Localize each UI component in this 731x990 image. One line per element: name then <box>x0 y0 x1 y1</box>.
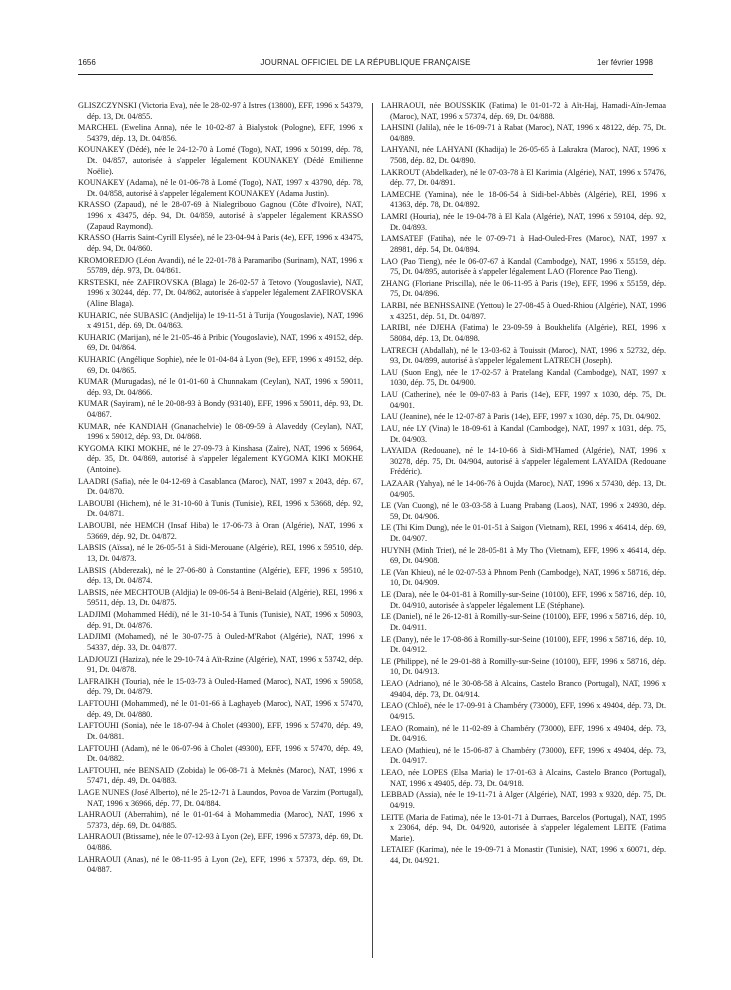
naturalization-entry: LETAIEF (Karima), née le 19-09-71 à Monastir (Tunisie), NAT, 1996 x 60071, dép. 44, Dt. 04/921. <box>381 845 666 865</box>
naturalization-entry: LARBI, née BENHSSAINE (Yettou) le 27-08-45 à Oued-Rhiou (Algérie), NAT, 1996 x 43251, dép. 51, Dt. 04/897. <box>381 301 666 321</box>
naturalization-entry: LAO (Pao Tieng), née le 06-07-67 à Kandal (Cambodge), NAT, 1996 x 55159, dép. 75, Dt. 04/895, autorisée à s'appeler légalement LAO (Florence Pao Tieng). <box>381 256 666 277</box>
naturalization-entry: LAGE NUNES (José Alberto), né le 25-12-71 à Laundos, Povoa de Varzim (Portugal), NAT, 1996 x 36966, dép. 77, Dt. 04/884. <box>78 787 363 808</box>
journal-title: JOURNAL OFFICIEL DE LA RÉPUBLIQUE FRANÇAISE <box>260 58 471 67</box>
naturalization-entry: MARCHEL (Ewelina Anna), née le 10-02-87 à Bialystok (Pologne), EFF, 1996 x 54379, dép. 13, Dt. 04/856. <box>78 123 363 143</box>
right-column <box>381 101 666 868</box>
naturalization-entry: LE (Van Khieu), né le 02-07-53 à Phnom Penh (Cambodge), NAT, 1996 x 58716, dép. 10, Dt. 04/909. <box>381 567 666 588</box>
naturalization-entry: HUYNH (Minh Triet), né le 28-05-81 à My Tho (Vietnam), EFF, 1996 x 46414, dép. 69, Dt. 04/908. <box>381 545 666 566</box>
naturalization-entry: KRASSO (Zapaud), né le 28-07-69 à Nialegribouo Gagnou (Côte d'Ivoire), NAT, 1996 x 43475, dép. 94, Dt. 04/859, autorisé à s'appeler légalement KRASSO (Zapaud Raymond). <box>78 200 363 231</box>
naturalization-entry: LEAO (Romain), né le 11-02-89 à Chambéry (73000), EFF, 1996 x 49404, dép. 73, Dt. 04/916. <box>381 723 666 744</box>
naturalization-entry: LE (Daniel), né le 26-12-81 à Romilly-sur-Seine (10100), EFF, 1996 x 58716, dép. 10, Dt. 04/911. <box>381 612 666 632</box>
naturalization-entry: LAFRAIKH (Touria), née le 15-03-73 à Ouled-Hamed (Maroc), NAT, 1996 x 59058, dép. 79, Dt. 04/879. <box>78 676 363 697</box>
naturalization-entry: LE (Van Cuong), né le 03-03-58 à Luang Prabang (Laos), NAT, 1996 x 24930, dép. 59, Dt. 04/906. <box>381 501 666 521</box>
naturalization-entry: KUMAR, née KANDIAH (Gnanachelvie) le 08-09-59 à Alaveddy (Ceylan), NAT, 1996 x 59012, dép. 93, Dt. 04/868. <box>78 421 363 442</box>
naturalization-entry: LAFTOUHI, née BENSAID (Zobida) le 06-08-71 à Meknès (Maroc), NAT, 1996 x 57471, dép. 49, Dt. 04/883. <box>78 765 363 786</box>
naturalization-entry: LADJOUZI (Haziza), née le 29-10-74 à Aït-Rzine (Algérie), NAT, 1996 x 53742, dép. 91, Dt. 04/878. <box>78 654 363 675</box>
naturalization-entry: LAU (Jeanine), née le 12-07-87 à Paris (14e), EFF, 1997 x 1030, dép. 75, Dt. 04/902. <box>381 412 661 422</box>
naturalization-entry: LEAO (Chloé), née le 17-09-91 à Chambéry (73000), EFF, 1996 x 49404, dép. 73, Dt. 04/915. <box>381 701 666 721</box>
naturalization-entry: LADJIMI (Mohamed), né le 30-07-75 à Ouled-M'Rabot (Algérie), NAT, 1996 x 54337, dép. 33, Dt. 04/877. <box>78 632 363 652</box>
naturalization-entry: LABSIS, née MECHTOUB (Aldjia) le 09-06-54 à Beni-Belaid (Algérie), REI, 1996 x 59511, dép. 13, Dt. 04/875. <box>78 587 363 608</box>
naturalization-entry: KOUNAKEY (Adama), né le 01-06-78 à Lomé (Togo), NAT, 1997 x 43790, dép. 78, Dt. 04/858, autorisé à s'appeler légalement KOUNAKEY (Adama Justin). <box>78 178 363 198</box>
header-rule <box>78 74 653 75</box>
naturalization-entry: LAHRAOUI (Btissame), née le 07-12-93 à Lyon (2e), EFF, 1996 x 57373, dép. 69, Dt. 04/886. <box>78 832 363 852</box>
naturalization-entry: LAZAAR (Yahya), né le 14-06-76 à Oujda (Maroc), NAT, 1996 x 57430, dép. 13, Dt. 04/905. <box>381 478 666 499</box>
naturalization-entry: GLISZCZYNSKI (Victoria Eva), née le 28-02-97 à Istres (13800), EFF, 1996 x 54379, dép. 13, Dt. 04/855. <box>78 101 363 121</box>
naturalization-entry: LEAO (Mathieu), né le 15-06-87 à Chambéry (73000), EFF, 1996 x 49404, dép. 73, Dt. 04/917. <box>381 745 666 766</box>
naturalization-entry: LAMSATEF (Fatiha), née le 07-09-71 à Had-Ouled-Fres (Maroc), NAT, 1997 x 28981, dép. 54, Dt. 04/894. <box>381 234 666 254</box>
issue-date: 1er février 1998 <box>596 58 653 67</box>
naturalization-entry: LE (Philippe), né le 29-01-88 à Romilly-sur-Seine (10100), EFF, 1996 x 58716, dép. 10, Dt. 04/913. <box>381 656 666 677</box>
column-separator <box>372 103 373 958</box>
naturalization-entry: LAFTOUHI (Sonia), née le 18-07-94 à Cholet (49300), EFF, 1996 x 57470, dép. 49, Dt. 04/881. <box>78 721 363 741</box>
naturalization-entry: LEITE (Maria de Fatima), née le 13-01-71 à Durraes, Barcelos (Portugal), NAT, 1995 x 23064, dép. 94, Dt. 04/920, autorisée à s'appeler légalement LEITE (Fatima Marie). <box>381 812 666 843</box>
naturalization-entry: LAMECHE (Yamina), née le 18-06-54 à Sidi-bel-Abbès (Algérie), REI, 1996 x 41363, dép. 78, Dt. 04/892. <box>381 189 666 210</box>
naturalization-entry: KROMOREDJO (Léon Avandi), né le 22-01-78 à Paramaribo (Surinam), NAT, 1996 x 55789, dép. 973, Dt. 04/861. <box>78 255 363 276</box>
naturalization-entry: LABOUBI (Hichem), né le 31-10-60 à Tunis (Tunisie), REI, 1996 x 53668, dép. 92, Dt. 04/871. <box>78 498 363 519</box>
naturalization-entry: KRASSO (Harris Saint-Cyrill Elysée), né le 23-04-94 à Paris (4e), EFF, 1996 x 43475, dép. 94, Dt. 04/860. <box>78 233 363 253</box>
naturalization-entry: LAHRAOUI (Aberrahim), né le 01-01-64 à Mohammedia (Maroc), NAT, 1996 x 57373, dép. 69, Dt. 04/885. <box>78 810 363 830</box>
naturalization-entry: LEBBAD (Assia), née le 19-11-71 à Alger (Algérie), NAT, 1993 x 9320, dép. 75, Dt. 04/919. <box>381 790 666 810</box>
naturalization-entry: LAFTOUHI (Mohammed), né le 01-01-66 à Laghayeb (Maroc), NAT, 1996 x 57470, dép. 49, Dt. 04/880. <box>78 699 363 719</box>
naturalization-entry: KRSTESKI, née ZAFIROVSKA (Blaga) le 26-02-57 à Tetovo (Yougoslavie), NAT, 1996 x 30244, dép. 77, Dt. 04/862, autorisée à s'appeler légalement ZAFIROVSKA (Aline Blaga). <box>78 277 363 308</box>
naturalization-entry: KUHARIC (Angélique Sophie), née le 01-04-84 à Lyon (9e), EFF, 1996 x 49152, dép. 69, Dt. 04/865. <box>78 354 363 375</box>
naturalization-entry: LE (Dara), née le 04-01-81 à Romilly-sur-Seine (10100), EFF, 1996 x 58716, dép. 10, Dt. 04/910, autorisée à s'appeler légalement LE (Stéphane). <box>381 590 666 610</box>
naturalization-entry: LABSIS (Aïssa), né le 26-05-51 à Sidi-Merouane (Algérie), REI, 1996 x 59510, dép. 13, Dt. 04/873. <box>78 543 363 563</box>
naturalization-entry: KOUNAKEY (Dédé), née le 24-12-70 à Lomé (Togo), NAT, 1996 x 50199, dép. 78, Dt. 04/857, autorisée à s'appeler légalement KOUNAKEY (Dédé Emilienne Noëlie). <box>78 145 363 176</box>
page-header <box>78 58 653 74</box>
naturalization-entry: LAU, née LY (Vina) le 18-09-61 à Kandal (Cambodge), NAT, 1997 x 1031, dép. 75, Dt. 04/903. <box>381 423 666 444</box>
naturalization-entry: LAU (Suon Eng), née le 17-02-57 à Pratelang Kandal (Cambodge), NAT, 1997 x 1030, dép. 75, Dt. 04/900. <box>381 367 666 388</box>
naturalization-entry: ZHANG (Floriane Priscilla), née le 06-11-95 à Paris (19e), EFF, 1996 x 55159, dép. 75, Dt. 04/896. <box>381 278 666 299</box>
naturalization-entry: KUHARIC, née SUBASIC (Andjelija) le 19-11-51 à Turija (Yougoslavie), NAT, 1996 x 49151, dép. 69, Dt. 04/863. <box>78 310 363 331</box>
naturalization-entry: LAFTOUHI (Adam), né le 06-07-96 à Cholet (49300), EFF, 1996 x 57470, dép. 49, Dt. 04/882. <box>78 743 363 764</box>
naturalization-entry: LEAO (Adriano), né le 30-08-58 à Alcains, Castelo Branco (Portugal), NAT, 1996 x 49404, dép. 73, Dt. 04/914. <box>381 679 666 699</box>
naturalization-entry: LADJIMI (Mohammed Hédi), né le 31-10-54 à Tunis (Tunisie), NAT, 1996 x 50903, dép. 91, Dt. 04/876. <box>78 610 363 630</box>
naturalization-entry: LABSIS (Abderezak), né le 27-06-80 à Constantine (Algérie), EFF, 1996 x 59510, dép. 13, Dt. 04/874. <box>78 565 363 586</box>
naturalization-entry: LAHRAOUI (Anas), né le 08-11-95 à Lyon (2e), EFF, 1996 x 57373, dép. 69, Dt. 04/887. <box>78 854 363 875</box>
naturalization-entry: LE (Thi Kim Dung), née le 01-01-51 à Saigon (Vietnam), REI, 1996 x 46414, dép. 69, Dt. 04/907. <box>381 523 666 543</box>
naturalization-entry: LE (Dany), née le 17-08-86 à Romilly-sur-Seine (10100), EFF, 1996 x 58716, dép. 10, Dt. 04/912. <box>381 634 666 655</box>
naturalization-entry: KYGOMA KIKI MOKHE, né le 27-09-73 à Kinshasa (Zaïre), NAT, 1996 x 56964, dép. 35, Dt. 04/869, autorisé à s'appeler légalement KYGOMA KIKI MOKHE (Antoine). <box>78 443 363 475</box>
naturalization-entry: LAHYANI, née LAHYANI (Khadija) le 26-05-65 à Lakrakra (Maroc), NAT, 1996 x 7508, dép. 82, Dt. 04/890. <box>381 145 666 166</box>
naturalization-entry: LAHRAOUI, née BOUSSKIK (Fatima) le 01-01-72 à Aït-Haj, Hamadi-Aïn-Jemaa (Maroc), NAT, 1996 x 57374, dép. 69, Dt. 04/888. <box>381 101 666 121</box>
naturalization-entry: LAU (Catherine), née le 09-07-83 à Paris (14e), EFF, 1997 x 1030, dép. 75, Dt. 04/901. <box>381 390 666 410</box>
naturalization-entry: LARIBI, née DJEHA (Fatima) le 23-09-59 à Boukhelifa (Algérie), REI, 1996 x 58084, dép. 13, Dt. 04/898. <box>381 323 666 343</box>
naturalization-entry: LEAO, née LOPES (Elsa Maria) le 17-01-63 à Alcains, Castelo Branco (Portugal), NAT, 1996 x 49405, dép. 73, Dt. 04/918. <box>381 768 666 788</box>
left-column <box>78 101 363 877</box>
naturalization-entry: KUHARIC (Marijan), né le 21-05-46 à Pribic (Yougoslavie), NAT, 1996 x 49152, dép. 69, Dt. 04/864. <box>78 332 363 353</box>
naturalization-entry: LATRECH (Abdallah), né le 13-03-62 à Touissit (Maroc), NAT, 1996 x 52732, dép. 93, Dt. 04/899, autorisé à s'appeler légalement LATRECH (Joseph). <box>381 345 666 366</box>
naturalization-entry: LAHSINI (Jalila), née le 16-09-71 à Rabat (Maroc), NAT, 1996 x 48122, dép. 75, Dt. 04/889. <box>381 123 666 143</box>
naturalization-entry: LAADRI (Safia), née le 04-12-69 à Casablanca (Maroc), NAT, 1997 x 2043, dép. 67, Dt. 04/870. <box>78 476 363 497</box>
naturalization-entry: LAYAIDA (Redouane), né le 14-10-66 à Sidi-M'Hamed (Algérie), NAT, 1996 x 30278, dép. 75, Dt. 04/904, autorisé à s'appeler légalement LAYAIDA (Redouane Frédéric). <box>381 446 666 477</box>
naturalization-entry: KUMAR (Murugadas), né le 01-01-60 à Chunnakam (Ceylan), NAT, 1996 x 59011, dép. 93, Dt. 04/866. <box>78 377 363 397</box>
naturalization-entry: LABOUBI, née HEMCH (Insaf Hiba) le 17-06-73 à Oran (Algérie), NAT, 1996 x 53669, dép. 92, Dt. 04/872. <box>78 521 363 541</box>
naturalization-entry: LAMRI (Houria), née le 19-04-78 à El Kala (Algérie), NAT, 1996 x 59104, dép. 92, Dt. 04/893. <box>381 212 666 232</box>
naturalization-entry: LAKROUT (Abdelkader), né le 07-03-78 à El Karimia (Algérie), NAT, 1996 x 57476, dép. 77, Dt. 04/891. <box>381 167 666 188</box>
page-number: 1656 <box>78 58 96 67</box>
naturalization-entry: KUMAR (Sayiram), né le 20-08-93 à Bondy (93140), EFF, 1996 x 59011, dép. 93, Dt. 04/867. <box>78 399 363 419</box>
